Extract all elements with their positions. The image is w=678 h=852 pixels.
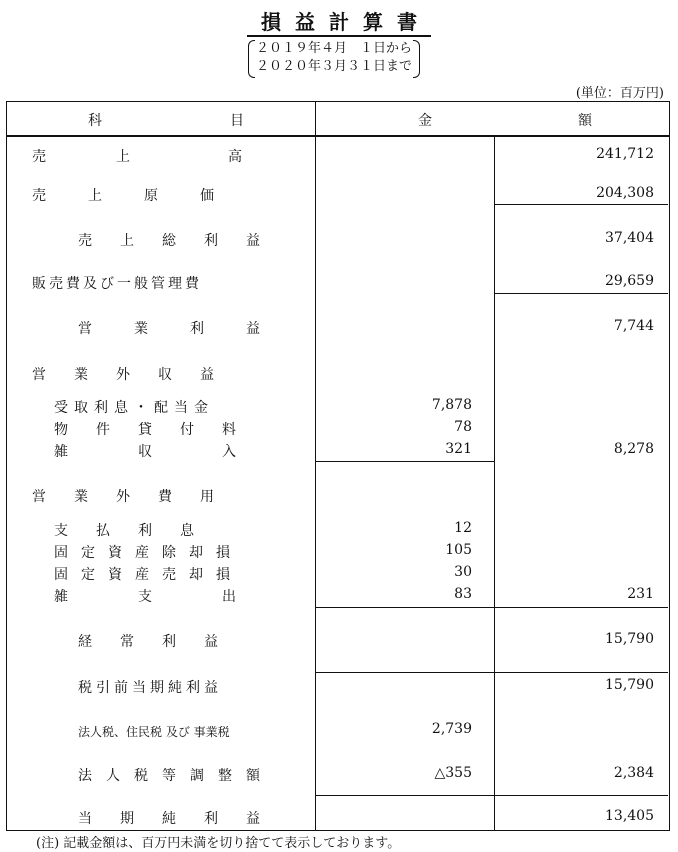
row-gross-label: 売 上 総 利 益 bbox=[78, 233, 260, 249]
row-pretax-label: 税引前当期純利益 bbox=[78, 680, 222, 696]
row-tax-adj-label: 法 人 税 等 調 整 額 bbox=[78, 768, 260, 784]
row-gross-total: 37,404 bbox=[605, 230, 654, 246]
row-rent-income-label: 物 件 貸 付 料 bbox=[54, 422, 236, 438]
row-pretax-total: 15,790 bbox=[605, 677, 654, 693]
header-amount-b: 額 bbox=[578, 113, 592, 129]
row-non-op-exp-label: 営 業 外 費 用 bbox=[32, 489, 214, 505]
row-net-income-total: 13,405 bbox=[605, 808, 654, 824]
row-misc-income-total: 8,278 bbox=[613, 441, 654, 457]
row-sga-label: 販売費及び一般管理費 bbox=[32, 276, 202, 292]
row-sga-total: 29,659 bbox=[605, 273, 654, 289]
statement-title: 損益計算書 bbox=[0, 6, 678, 35]
fiscal-period bbox=[248, 40, 420, 76]
row-cogs-label: 売 上 原 価 bbox=[32, 188, 214, 204]
period-from: ２０１９年４月 １日から bbox=[256, 41, 413, 56]
row-sales-total: 241,712 bbox=[596, 146, 654, 162]
row-sale-loss-amount: 30 bbox=[454, 564, 472, 580]
row-disposal-loss-amount: 105 bbox=[445, 542, 472, 558]
row-cogs-total: 204,308 bbox=[596, 185, 654, 201]
row-op-income-label: 営 業 利 益 bbox=[78, 321, 260, 337]
row-misc-exp-label: 雑 支 出 bbox=[54, 589, 236, 605]
row-sale-loss-label: 固定資産売却損 bbox=[54, 567, 243, 583]
row-non-op-income-label: 営 業 外 収 益 bbox=[32, 367, 214, 383]
row-interest-paid-amount: 12 bbox=[454, 520, 472, 536]
row-tax-adj-total: 2,384 bbox=[613, 765, 654, 781]
row-tax-label: 法人税、住民税 及び 事業税 bbox=[78, 725, 230, 739]
row-sales-label: 売 上 高 bbox=[32, 149, 242, 165]
period-to: ２０２０年３月３１日まで bbox=[256, 59, 413, 74]
row-interest-div-amount: 7,878 bbox=[431, 397, 472, 413]
row-tax-amount: 2,739 bbox=[431, 721, 472, 737]
header-subject-a: 科 bbox=[88, 113, 102, 129]
row-misc-exp-total: 231 bbox=[627, 586, 654, 602]
row-rent-income-amount: 78 bbox=[454, 419, 472, 435]
row-interest-paid-label: 支 払 利 息 bbox=[54, 523, 194, 539]
unit-label: (単位：百万円) bbox=[575, 86, 664, 101]
row-misc-exp-amount: 83 bbox=[454, 586, 472, 602]
header-subject-b: 目 bbox=[230, 113, 244, 129]
row-op-income-total: 7,744 bbox=[613, 318, 654, 334]
header-amount-a: 金 bbox=[418, 113, 432, 129]
footnote: (注) 記載金額は、百万円未満を切り捨てて表示しております。 bbox=[36, 836, 401, 851]
row-interest-div-label: 受取利息・配当金 bbox=[54, 400, 214, 416]
row-net-income-label: 当 期 純 利 益 bbox=[78, 811, 260, 827]
row-tax-adj-amount: △355 bbox=[434, 765, 472, 781]
row-misc-income-amount: 321 bbox=[445, 441, 472, 457]
row-misc-income-label: 雑 収 入 bbox=[54, 444, 236, 460]
row-disposal-loss-label: 固定資産除却損 bbox=[54, 545, 243, 561]
row-ordinary-label: 経 常 利 益 bbox=[78, 634, 218, 650]
row-ordinary-total: 15,790 bbox=[605, 631, 654, 647]
